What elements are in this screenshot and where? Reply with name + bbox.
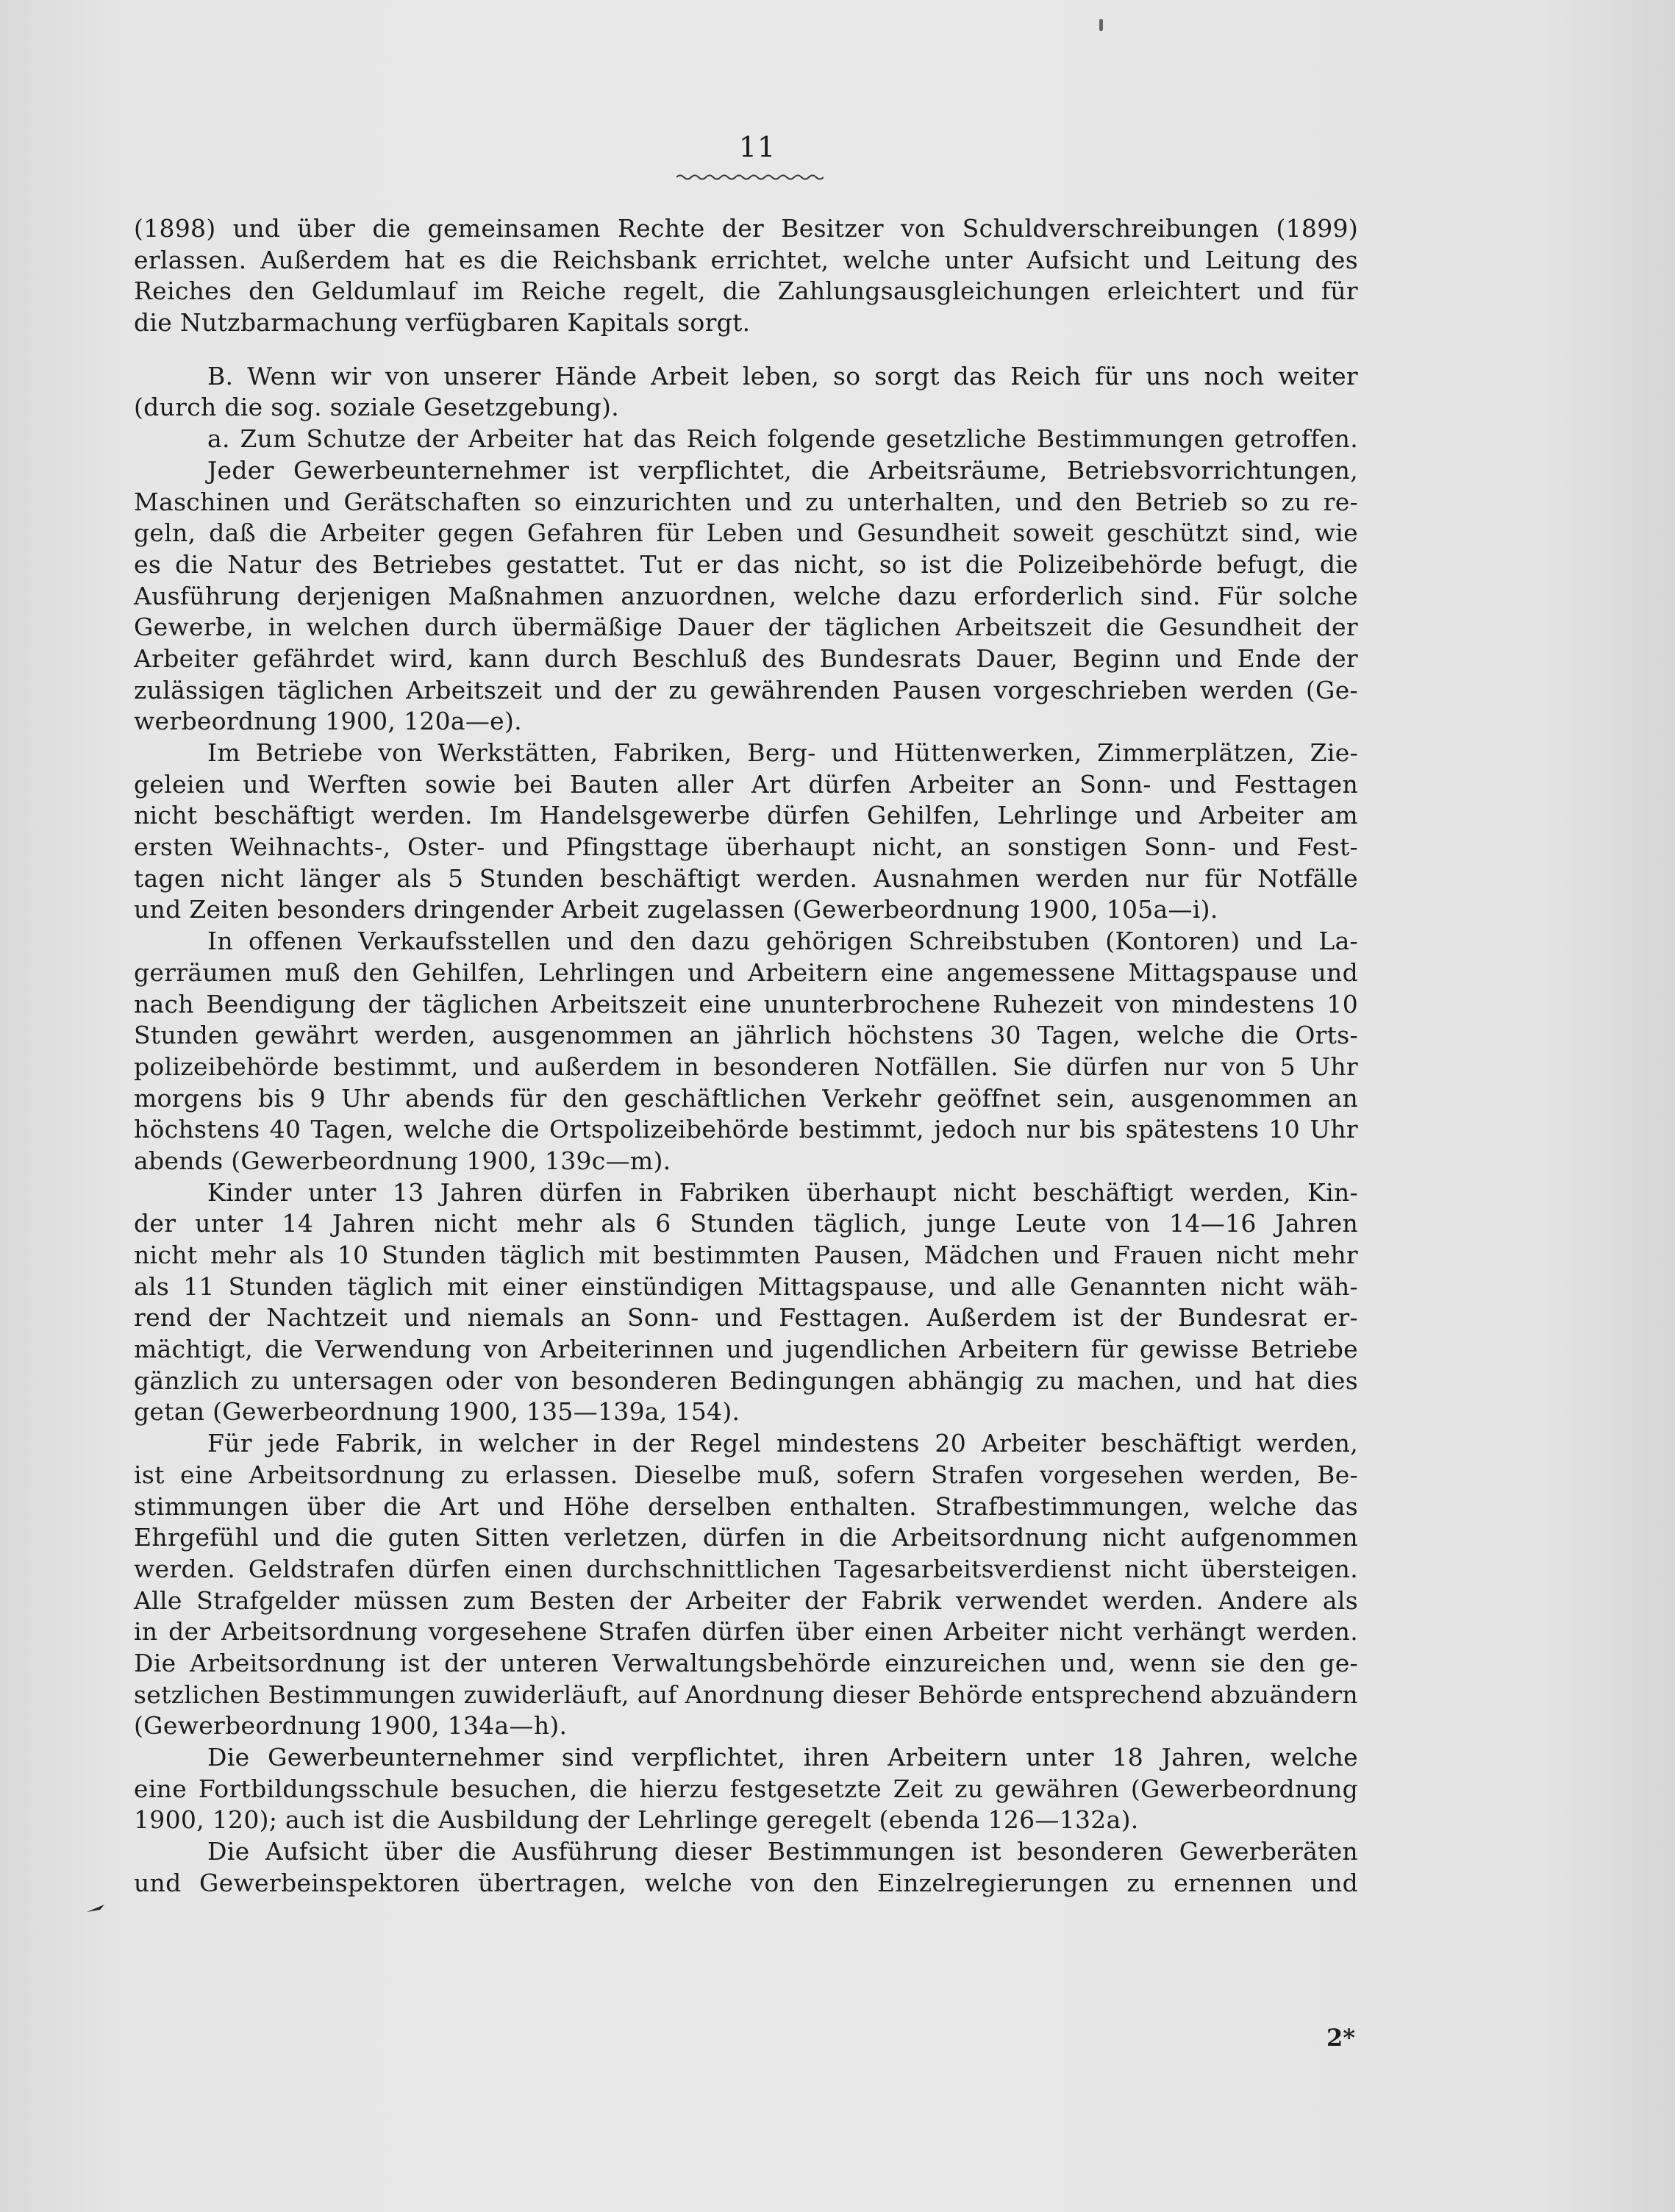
text-line: Ehrgefühl und die guten Sitten verletzen, dürfen in die Arbeitsordnung nicht aufgenommen [134,1523,1358,1552]
text-line: geln, daß die Arbeiter gegen Gefahren für Leben und Gesundheit soweit geschützt sind, wie [134,518,1358,548]
text-line: tagen nicht länger als 5 Stunden beschäftigt werden. Ausnahmen werden nur für Notfälle [134,863,1358,893]
text-line: werden. Geldstrafen dürfen einen durchschnittlichen Tagesarbeitsverdienst nicht übersteigen. [134,1554,1358,1583]
text-line: Gewerbe, in welchen durch übermäßige Dauer der täglichen Arbeitszeit die Gesundheit der [134,613,1358,642]
text-line: getan (Gewerbeordnung 1900, 135—139a, 154). [134,1397,740,1427]
text-line: nicht beschäftigt werden. Im Handelsgewerbe dürfen Gehilfen, Lehrlinge und Arbeiter am [134,801,1358,830]
body-text [134,213,1358,1899]
text-line: Die Aufsicht über die Ausführung dieser Bestimmungen ist besonderen Gewerberäten [207,1837,1358,1866]
text-line: Kinder unter 13 Jahren dürfen in Fabriken überhaupt nicht beschäftigt werden, Kin- [207,1177,1358,1207]
text-line: höchstens 40 Tagen, welche die Ortspolizeibehörde bestimmt, jedoch nur bis spätestens 10 Uhr [134,1115,1358,1144]
text-line: Ausführung derjenigen Maßnahmen anzuordnen, welche dazu erforderlich sind. Für solche [134,581,1358,610]
margin-pencil-mark [85,1903,106,1913]
page-number-ornament [676,172,824,182]
text-line: morgens bis 9 Uhr abends für den geschäftlichen Verkehr geöffnet sein, ausgenommen an [134,1083,1358,1113]
text-line: Maschinen und Gerätschaften so einzurichten und zu unterhalten, und den Betrieb so zu re- [134,487,1358,516]
text-line: B. Wenn wir von unserer Hände Arbeit leben, so sorgt das Reich für uns noch weiter [207,361,1358,390]
text-line: abends (Gewerbeordnung 1900, 139c—m). [134,1146,671,1175]
text-line: Jeder Gewerbeunternehmer ist verpflichtet, die Arbeitsräume, Betriebsvorrichtungen, [207,455,1358,485]
text-line: zulässigen täglichen Arbeitszeit und der zu gewährenden Pausen vorgeschrieben werden (Ge- [134,675,1358,704]
text-line: es die Natur des Betriebes gestattet. Tut er das nicht, so ist die Polizeibehörde befugt, die [134,549,1358,579]
text-line: eine Fortbildungsschule besuchen, die hierzu festgesetzte Zeit zu gewähren (Gewerbeordnung [134,1774,1358,1803]
text-line: Arbeiter gefährdet wird, kann durch Beschluß des Bundesrats Dauer, Beginn und Ende der [134,643,1358,673]
text-line: (1898) und über die gemeinsamen Rechte der Besitzer von Schuldverschreibungen (1899) [134,214,1358,243]
text-line: der unter 14 Jahren nicht mehr als 6 Stunden täglich, junge Leute von 14—16 Jahren [134,1209,1358,1238]
text-line: ist eine Arbeitsordnung zu erlassen. Dieselbe muß, sofern Strafen vorgesehen werden, Be- [134,1460,1358,1489]
text-line: In offenen Verkaufsstellen und den dazu gehörigen Schreibstuben (Kontoren) und La- [207,927,1358,956]
text-line: 1900, 120); auch ist die Ausbildung der Lehrlinge geregelt (ebenda 126—132a). [134,1805,1139,1835]
text-line: Die Arbeitsordnung ist der unteren Verwaltungsbehörde einzureichen und, wenn sie den ge- [134,1648,1358,1677]
text-line: Stunden gewährt werden, ausgenommen an jährlich höchstens 30 Tagen, welche die Orts- [134,1021,1358,1050]
text-line: und Gewerbeinspektoren übertragen, welche von den Einzelregierungen zu ernennen und [134,1868,1358,1897]
text-line: in der Arbeitsordnung vorgesehene Strafen dürfen über einen Arbeiter nicht verhängt werden. [134,1617,1358,1646]
text-line: Alle Strafgelder müssen zum Besten der Arbeiter der Fabrik verwendet werden. Andere als [134,1585,1358,1615]
text-line: Im Betriebe von Werkstätten, Fabriken, Berg- und Hüttenwerken, Zimmerplätzen, Zie- [207,738,1358,767]
text-line: werbeordnung 1900, 120a—e). [134,707,522,736]
text-line: geleien und Werften sowie bei Bauten aller Art dürfen Arbeiter an Sonn- und Festtagen [134,769,1358,799]
text-line: erlassen. Außerdem hat es die Reichsbank errichtet, welche unter Aufsicht und Leitung des [134,245,1358,274]
text-line: als 11 Stunden täglich mit einer einstündigen Mittagspause, und alle Genannten nicht wäh- [134,1271,1358,1301]
text-line: ersten Weihnachts-, Oster- und Pfingsttage überhaupt nicht, an sonstigen Sonn- und Fest- [134,832,1358,862]
text-line: stimmungen über die Art und Höhe derselben enthalten. Strafbestimmungen, welche das [134,1491,1358,1521]
text-line: gänzlich zu untersagen oder von besonderen Bedingungen abhängig zu machen, und hat dies [134,1366,1358,1395]
text-line: a. Zum Schutze der Arbeiter hat das Reich folgende gesetzliche Bestimmungen getroffen. [207,424,1358,454]
text-line: gerräumen muß den Gehilfen, Lehrlingen und Arbeitern eine angemessene Mittagspause und [134,957,1358,987]
text-line: die Nutzbarmachung verfügbaren Kapitals sorgt. [134,308,751,338]
text-line: (durch die sog. soziale Gesetzgebung). [134,393,620,422]
text-line: rend der Nachtzeit und niemals an Sonn- und Festtagen. Außerdem ist der Bundesrat er- [134,1303,1358,1332]
text-line: polizeibehörde bestimmt, und außerdem in besonderen Notfällen. Sie dürfen nur von 5 Uhr [134,1052,1358,1081]
scan-speck [1099,19,1103,31]
text-line: Für jede Fabrik, in welcher in der Regel mindestens 20 Arbeiter beschäftigt werden, [207,1429,1358,1458]
text-line: nach Beendigung der täglichen Arbeitszeit eine ununterbrochene Ruhezeit von mindestens 10 [134,989,1358,1018]
text-line: (Gewerbeordnung 1900, 134a—h). [134,1711,568,1741]
text-line: mächtigt, die Verwendung von Arbeiterinnen und jugendlichen Arbeitern für gewisse Betriebe [134,1335,1358,1364]
text-line: Die Gewerbeunternehmer sind verpflichtet, ihren Arbeitern unter 18 Jahren, welche [207,1743,1358,1772]
text-line: Reiches den Geldumlauf im Reiche regelt, die Zahlungsausgleichungen erleichtert und für [134,276,1358,306]
text-line: nicht mehr als 10 Stunden täglich mit bestimmten Pausen, Mädchen und Frauen nicht mehr [134,1241,1358,1269]
text-line: und Zeiten besonders dringender Arbeit zugelassen (Gewerbeordnung 1900, 105a—i). [134,895,1218,924]
text-line: setzlichen Bestimmungen zuwiderläuft, auf Anordnung dieser Behörde entsprechend abzuändern [134,1680,1358,1709]
page-number: 11 [738,131,776,163]
sheet-signature: 2* [1326,2024,1355,2052]
